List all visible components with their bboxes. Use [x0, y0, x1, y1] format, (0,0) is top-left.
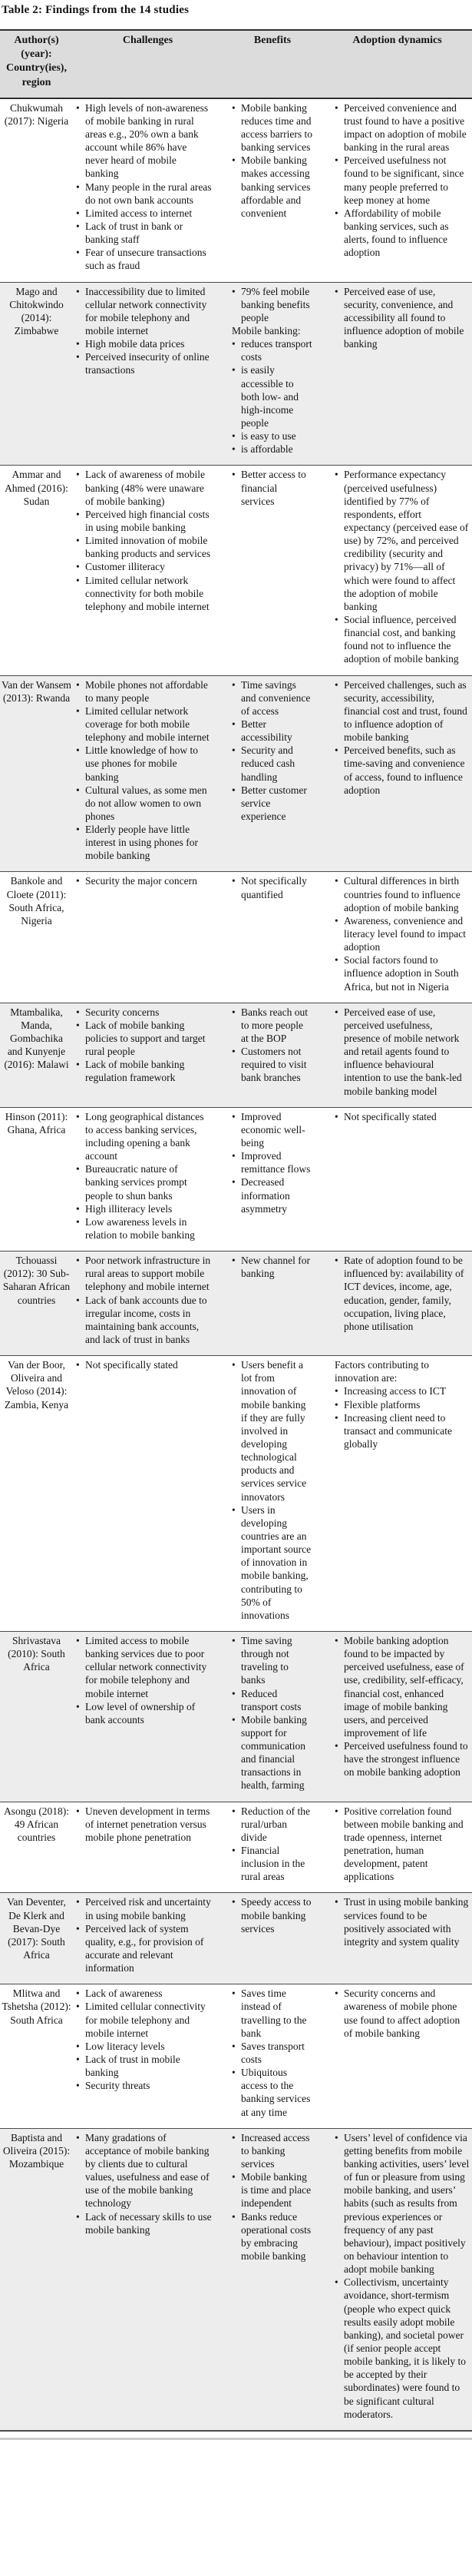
bullet-icon: • [232, 1713, 236, 1726]
bullet-item: • Limited innovation of mobile banking products and services [76, 535, 211, 560]
bullet-item: • Security concerns [76, 1006, 160, 1018]
table-row [0, 466, 472, 675]
plain-item: Mobile banking: [232, 325, 301, 337]
bullet-icon: • [76, 1163, 80, 1175]
bullet-icon: • [232, 1845, 236, 1857]
bullet-icon: • [232, 338, 236, 350]
adoption-cell [322, 1252, 472, 1356]
bullet-icon: • [76, 784, 80, 796]
bullet-icon: • [232, 1687, 236, 1699]
bullet-icon: • [232, 1176, 236, 1189]
author-cell [0, 98, 73, 282]
bullet-item: • Reduction of the rural/urban divide [232, 1805, 310, 1843]
author-cell [0, 1984, 73, 2128]
benefits-cell [223, 1984, 322, 2128]
bullet-icon: • [232, 1006, 236, 1018]
bullet-item: • Customer illiteracy [76, 561, 165, 573]
author-text: Ammar and Ahmed (2016): Sudan [5, 469, 68, 507]
bullet-item: • Banks reduce operational costs by embracing mobile banking [232, 2210, 312, 2262]
bullet-icon: • [335, 1255, 338, 1267]
bullet-item: • Bureaucratic nature of banking services prompt people to shun banks [76, 1163, 187, 1202]
bullet-item: • Flexible platforms [335, 1398, 421, 1411]
bullet-item: • Perceived ease of use, security, convenience, and accessibility all found to influence adoption of mobile banking [335, 285, 464, 350]
bullet-icon: • [335, 1411, 338, 1424]
bullet-item: • Perceived usefulness not found to be significant, since many people preferred to keep money at home [335, 154, 464, 206]
author-text: Bankole and Cloete (2011): South Africa, Nigeria [6, 875, 67, 927]
adoption-cell [322, 2128, 472, 2431]
benefits-cell [223, 1631, 322, 1802]
bullet-item: • Better accessibility [232, 718, 292, 744]
plain-item: Factors contributing to innovation are: [335, 1359, 429, 1384]
adoption-cell [322, 1893, 472, 1984]
bullet-icon: • [76, 2210, 80, 2223]
benefits-cell [223, 282, 322, 466]
bullet-icon: • [76, 1019, 80, 1031]
bullet-icon: • [335, 1006, 338, 1018]
bullet-icon: • [76, 2054, 80, 2066]
bullet-item: • Better customer service experience [232, 784, 307, 822]
bullet-item: • Lack of trust in mobile banking [76, 2054, 180, 2079]
bullet-icon: • [232, 1896, 236, 1908]
bullet-item: • Not specifically stated [76, 1359, 178, 1371]
author-cell [0, 1107, 73, 1251]
challenges-cell [73, 466, 223, 675]
bullet-icon: • [76, 1059, 80, 1071]
column-header-challenges: Challenges [73, 30, 223, 98]
bullet-icon: • [76, 875, 80, 887]
bullet-icon: • [232, 1988, 236, 2000]
column-header-author: Author(s) (year): Country(ies), region [0, 30, 73, 98]
table-row [0, 98, 472, 282]
bullet-icon: • [232, 469, 236, 481]
bullet-item: • is easy to use [232, 430, 296, 443]
bullet-icon: • [232, 678, 236, 691]
bullet-icon: • [76, 1634, 80, 1646]
challenges-cell [73, 1802, 223, 1893]
author-cell [0, 1802, 73, 1893]
bullet-icon: • [335, 469, 338, 481]
adoption-cell [322, 1631, 472, 1802]
bullet-item: • Perceived benefits, such as time-saving and convenience of access, found to influence adoption [335, 744, 465, 796]
bullet-item: • High levels of non-awareness of mobile banking in rural areas e.g., 20% own a bank account while 86% have never heard of mobile banking [76, 101, 209, 180]
bullet-item: • Uneven development in terms of internet penetration versus mobile phone penetration [76, 1805, 210, 1843]
benefits-cell [223, 675, 322, 872]
bullet-item: • Mobile banking makes accessing banking services affordable and convenient [232, 154, 311, 219]
bullet-icon: • [232, 2210, 236, 2223]
challenges-cell [73, 98, 223, 282]
bullet-item: • Limited cellular network connectivity for both mobile telephony and mobile internet [76, 574, 210, 612]
bullet-icon: • [76, 181, 80, 193]
challenges-cell [73, 2128, 223, 2431]
bullet-icon: • [335, 613, 338, 625]
bullet-item: • New channel for banking [232, 1255, 310, 1280]
bullet-item: • Cultural differences in birth countries found to influence adoption of mobile banking [335, 875, 460, 913]
author-text: Shrivastava (2010): South Africa [8, 1634, 65, 1673]
bullet-icon: • [232, 2067, 236, 2079]
bullet-icon: • [76, 2131, 80, 2143]
table-row [0, 1252, 472, 1356]
benefits-cell [223, 98, 322, 282]
bullet-icon: • [76, 1700, 80, 1712]
bullet-item: • Perceived ease of use, perceived usefulness, presence of mobile network and retail agents found to influence behavioural intention to use the bank-led mobile banking model [335, 1006, 462, 1097]
bullet-item: • Mobile banking reduces time and access barriers to banking services [232, 101, 312, 154]
author-text: Chukwumah (2017): Nigeria [4, 101, 69, 127]
bullet-icon: • [76, 1359, 80, 1371]
bullet-icon: • [76, 1006, 80, 1018]
bullet-item: • Security concerns and awareness of mobile phone use found to affect adoption of mobile banking [335, 1988, 460, 2039]
bullet-item: • Long geographical distances to access banking services, including opening a bank account [76, 1110, 204, 1162]
table-row [0, 1356, 472, 1632]
adoption-cell [322, 1356, 472, 1632]
bullet-icon: • [76, 1805, 80, 1817]
bullet-item: • Improved remittance flows [232, 1150, 311, 1175]
bullet-icon: • [335, 1634, 338, 1646]
bullet-item: • 79% feel mobile banking benefits people [232, 285, 310, 323]
adoption-cell [322, 675, 472, 872]
author-cell [0, 1631, 73, 1802]
adoption-cell [322, 282, 472, 466]
column-header-adoption: Adoption dynamics [322, 30, 472, 98]
bullet-item: • Speedy access to mobile banking services [232, 1896, 312, 1934]
bullet-icon: • [335, 914, 338, 927]
bullet-icon: • [335, 1988, 338, 2000]
bullet-icon: • [232, 154, 236, 167]
bullet-icon: • [76, 705, 80, 717]
bullet-item: • is affordable [232, 443, 293, 456]
bullet-icon: • [76, 285, 80, 297]
bullet-item: • Time saving through not traveling to banks [232, 1634, 292, 1686]
bullet-icon: • [335, 1896, 338, 1908]
bullet-icon: • [76, 2080, 80, 2092]
author-text: Baptista and Oliveira (2015): Mozambique [2, 2131, 71, 2170]
bullet-item: • Decreased information asymmetry [232, 1176, 290, 1215]
bullet-icon: • [335, 1385, 338, 1397]
bullet-icon: • [76, 824, 80, 836]
table-row [0, 282, 472, 466]
author-cell [0, 466, 73, 675]
bullet-item: • Banks reach out to more people at the BOP [232, 1006, 308, 1045]
table-row [0, 872, 472, 1003]
table-title: Table 2: Findings from the 14 studies [2, 4, 190, 16]
bullet-item: • Better access to financial services [232, 469, 306, 507]
bullet-icon: • [335, 1398, 338, 1411]
bullet-item: • Lack of awareness [76, 1988, 163, 2000]
bullet-item: • Low awareness levels in relation to mobile banking [76, 1215, 195, 1241]
author-cell [0, 872, 73, 1003]
bullet-item: • Users benefit a lot from innovation of mobile banking if they are fully involved in developing technological products and services service innovators [232, 1359, 307, 1503]
bullet-item: • High mobile data prices [76, 338, 185, 350]
bullet-item: • Inaccessibility due to limited cellular network connectivity for mobile telephony and mobile internet [76, 285, 207, 337]
bullet-item: • Limited cellular connectivity for mobile telephony and mobile internet [76, 2001, 206, 2039]
bullet-icon: • [232, 364, 236, 376]
author-cell [0, 2128, 73, 2431]
bullet-icon: • [76, 561, 80, 573]
author-text: Tchouassi (2012): 30 Sub-Saharan African countries [2, 1255, 71, 1306]
bullet-item: • Not specifically quantified [232, 875, 307, 900]
bullet-item: • Limited access to mobile banking services due to poor cellular network connectivity for mobile telephony and mobile internet [76, 1634, 207, 1699]
bullet-item: • Increasing client need to transact and communicate globally [335, 1411, 452, 1450]
author-text: Van der Boor, Oliveira and Veloso (2014): Zambia, Kenya [4, 1359, 69, 1411]
challenges-cell [73, 1356, 223, 1632]
bullet-icon: • [76, 508, 80, 520]
bullet-item: • Perceived insecurity of online transactions [76, 351, 210, 376]
bullet-item: • Reduced transport costs [232, 1687, 302, 1712]
bullet-icon: • [232, 1805, 236, 1817]
bullet-item: • Users’ level of confidence via getting benefits from mobile banking activities, users’ level of fun or pleasure from using mobile banking, and users’ habits (such as results from previous experiences or frequency of any past behaviour), impact positively on behaviour intention to adopt mobile banking [335, 2131, 470, 2276]
bullet-item: • Financial inclusion in the rural areas [232, 1845, 305, 1883]
author-text: Mlitwa and Tshetsha (2012): South Africa [2, 1988, 71, 2026]
author-text: Asongu (2018): 49 African countries [3, 1805, 70, 1843]
benefits-cell [223, 1802, 322, 1893]
table-body [0, 98, 472, 2431]
author-text: Van der Wansem (2013): Rwanda [2, 678, 71, 704]
bullet-icon: • [232, 784, 236, 796]
bullet-icon: • [76, 1255, 80, 1267]
bullet-item: • Lack of trust in bank or banking staff [76, 220, 183, 246]
benefits-cell [223, 466, 322, 675]
bullet-item: • Perceived challenges, such as security, accessibility, financial cost and trust, found to influence adoption of mobile banking [335, 678, 467, 744]
bullet-icon: • [232, 430, 236, 443]
bullet-icon: • [232, 2131, 236, 2143]
adoption-cell [322, 1003, 472, 1107]
bullet-item: • Lack of necessary skills to use mobile banking [76, 2210, 212, 2236]
adoption-cell [322, 1802, 472, 1893]
bullet-item: • Saves time instead of travelling to the bank [232, 1988, 307, 2039]
bullet-icon: • [232, 443, 236, 456]
table-header-row [0, 30, 472, 98]
bullet-icon: • [335, 1110, 338, 1122]
bullet-icon: • [76, 1110, 80, 1122]
bullet-item: • Many gradations of acceptance of mobile banking by clients due to cultural values, usefulness and ease of use of the mobile banking technology [76, 2131, 210, 2210]
bullet-item: • Social factors found to influence adoption in South Africa, but not in Nigeria [335, 954, 459, 993]
bullet-item: • Mobile banking is time and place independent [232, 2171, 312, 2210]
bullet-item: • Limited cellular network coverage for both mobile telephony and mobile internet [76, 705, 210, 744]
challenges-cell [73, 282, 223, 466]
bullet-icon: • [76, 2040, 80, 2052]
bullet-icon: • [232, 1503, 236, 1516]
bullet-item: • Low literacy levels [76, 2040, 165, 2052]
bullet-item: • Security the major concern [76, 875, 197, 887]
bullet-item: • Poor network infrastructure in rural areas to support mobile telephony and mobile internet [76, 1255, 211, 1293]
bullet-item: • Customers not required to visit bank branches [232, 1046, 307, 1084]
bullet-icon: • [232, 101, 236, 114]
bullet-icon: • [335, 2131, 338, 2143]
adoption-cell [322, 466, 472, 675]
bullet-icon: • [76, 678, 80, 691]
bullet-icon: • [76, 469, 80, 481]
bullet-item: • Performance expectancy (perceived usefulness) identified by 77% of respondents, effort expectancy (perceived ease of use) by 72%, and perceived credibility (security and privacy) by 71%—all of which were found to affect the adoption of mobile banking [335, 469, 469, 612]
bullet-item: • Lack of mobile banking regulation framework [76, 1059, 185, 1084]
bullet-icon: • [335, 744, 338, 757]
bullet-icon: • [76, 1922, 80, 1934]
bullet-item: • High illiteracy levels [76, 1202, 173, 1215]
bullet-item: • Elderly people have little interest in using phones for mobile banking [76, 824, 198, 862]
challenges-cell [73, 675, 223, 872]
benefits-cell [223, 1252, 322, 1356]
bullet-icon: • [76, 247, 80, 259]
bullet-icon: • [232, 718, 236, 730]
bullet-item: • Affordability of mobile banking services, such as alerts, found to influence adoption [335, 207, 449, 259]
bullet-item: • Trust in using mobile banking services found to be positively associated with integrity and system quality [335, 1896, 469, 1948]
bullet-icon: • [76, 207, 80, 219]
bullet-item: • Lack of mobile banking policies to support and target rural people [76, 1019, 206, 1058]
author-text: Mago and Chitokwindo (2014): Zimbabwe [9, 285, 64, 337]
bullet-icon: • [76, 744, 80, 757]
bullet-item: • Rate of adoption found to be influenced by: availability of ICT devices, income, age, education, gender, family, occupation, living place, phone utilisation [335, 1255, 464, 1332]
challenges-cell [73, 1107, 223, 1251]
author-cell [0, 1003, 73, 1107]
author-cell [0, 675, 73, 872]
bullet-item: • Perceived convenience and trust found to have a positive impact on adoption of mobile banking in the rural areas [335, 101, 467, 154]
table-row [0, 2128, 472, 2431]
bullet-item: • Increased access to banking services [232, 2131, 310, 2170]
author-cell [0, 1356, 73, 1632]
author-text: Van Deventer, De Klerk and Bevan-Dye (2017): South Africa [7, 1896, 66, 1961]
bullet-item: • Ubiquitous access to the banking services at any time [232, 2067, 311, 2118]
benefits-cell [223, 1003, 322, 1107]
bullet-item: • Collectivism, uncertainty avoidance, short-termism (people who expect quick results easily adopt mobile banking), and societal power (if senior people accept mobile banking, it is likely to be accepted by their subordinates) were found to be significant cultural moderators. [335, 2276, 466, 2420]
bullet-icon: • [76, 1988, 80, 2000]
bullet-item: • Lack of bank accounts due to irregular income, costs in maintaining bank accounts, and lack of trust in banks [76, 1294, 207, 1345]
bullet-icon: • [335, 678, 338, 691]
bullet-icon: • [232, 1150, 236, 1162]
bullet-icon: • [232, 1359, 236, 1371]
benefits-cell [223, 1356, 322, 1632]
bullet-icon: • [76, 1202, 80, 1215]
adoption-cell [322, 872, 472, 1003]
bullet-item: • Limited access to internet [76, 207, 193, 219]
bullet-item: • Many people in the rural areas do not own bank accounts [76, 181, 212, 206]
table-row [0, 1631, 472, 1802]
findings-table [0, 29, 472, 2432]
bullet-icon: • [232, 1634, 236, 1646]
bullet-item: • Users in developing countries are an important source of innovation in mobile banking, contributing to 50% of innovations [232, 1503, 312, 1621]
bullet-item: • Social influence, perceived financial cost, and banking found not to influence the adoption of mobile banking [335, 613, 459, 665]
bullet-icon: • [335, 101, 338, 114]
bullet-icon: • [335, 875, 338, 887]
bullet-icon: • [76, 1215, 80, 1228]
bullet-item: • is easily accessible to both low- and high-income people [232, 364, 299, 429]
bullet-icon: • [232, 1255, 236, 1267]
adoption-cell [322, 98, 472, 282]
bullet-icon: • [335, 154, 338, 167]
bullet-item: • Saves transport costs [232, 2040, 305, 2066]
table-row [0, 1107, 472, 1251]
bullet-icon: • [335, 954, 338, 966]
bullet-item: • Mobile phones not affordable to many people [76, 678, 208, 704]
bullet-item: • Not specifically stated [335, 1110, 437, 1122]
bullet-icon: • [335, 1805, 338, 1817]
bullet-icon: • [76, 220, 80, 233]
bullet-item: • Perceived high financial costs in using mobile banking [76, 508, 210, 533]
bullet-icon: • [335, 2276, 338, 2289]
benefits-cell [223, 2128, 322, 2431]
table-row [0, 675, 472, 872]
bullet-icon: • [232, 744, 236, 757]
author-text: Mtambalika, Manda, Gombachika and Kunyenje (2016): Malawi [4, 1006, 69, 1071]
challenges-cell [73, 1631, 223, 1802]
bullet-icon: • [76, 1896, 80, 1908]
bullet-item: • Security threats [76, 2080, 150, 2092]
bullet-icon: • [232, 2171, 236, 2183]
table-row [0, 1984, 472, 2128]
table-row [0, 1893, 472, 1984]
bullet-icon: • [232, 285, 236, 297]
challenges-cell [73, 1893, 223, 1984]
bullet-item: • Mobile banking adoption found to be impacted by perceived usefulness, ease of use, credibility, self-efficacy, financial cost, enhanced image of mobile banking users, and perceived improvement of life [335, 1634, 464, 1739]
bullet-item: • Increasing access to ICT [335, 1385, 447, 1397]
column-header-benefits: Benefits [223, 30, 322, 98]
bullet-item: • Perceived risk and uncertainty in using mobile banking [76, 1896, 211, 1921]
bullet-icon: • [232, 2040, 236, 2052]
author-text: Hinson (2011): Ghana, Africa [5, 1110, 68, 1135]
challenges-cell [73, 872, 223, 1003]
bullet-icon: • [76, 338, 80, 350]
bullet-item: • Positive correlation found between mobile banking and trade openness, internet penetration, human development, patent applications [335, 1805, 464, 1883]
bullet-item: • Security and reduced cash handling [232, 744, 295, 783]
bullet-icon: • [232, 875, 236, 887]
author-cell [0, 282, 73, 466]
bullet-icon: • [76, 351, 80, 363]
bullet-item: • Perceived usefulness found to have the strongest influence on mobile banking adoption [335, 1740, 468, 1779]
adoption-cell [322, 1984, 472, 2128]
challenges-cell [73, 1984, 223, 2128]
bullet-icon: • [76, 2001, 80, 2013]
challenges-cell [73, 1252, 223, 1356]
benefits-cell [223, 1893, 322, 1984]
table-row [0, 1003, 472, 1107]
author-cell [0, 1252, 73, 1356]
bullet-icon: • [76, 101, 80, 114]
bullet-item: • Improved economic well-being [232, 1110, 305, 1149]
bullet-item: • Low level of ownership of bank accounts [76, 1700, 196, 1726]
bullet-icon: • [335, 285, 338, 297]
benefits-cell [223, 1107, 322, 1251]
bullet-item: • Perceived lack of system quality, e.g., for provision of accurate and relevant information [76, 1922, 204, 1974]
bullet-item: • Awareness, convenience and literacy level found to impact adoption [335, 914, 466, 953]
challenges-cell [73, 1003, 223, 1107]
bottom-divider [0, 2438, 472, 2440]
bullet-icon: • [335, 1740, 338, 1752]
table-row [0, 1802, 472, 1893]
benefits-cell [223, 872, 322, 1003]
bullet-icon: • [335, 207, 338, 219]
adoption-cell [322, 1107, 472, 1251]
bullet-icon: • [76, 574, 80, 586]
bullet-icon: • [232, 1046, 236, 1058]
bullet-item: • Cultural values, as some men do not allow women to own phones [76, 784, 207, 822]
bullet-item: • Fear of unsecure transactions such as fraud [76, 247, 206, 272]
bullet-icon: • [76, 1294, 80, 1306]
bullet-item: • Lack of awareness of mobile banking (48% were unaware of mobile banking) [76, 469, 205, 507]
author-cell [0, 1893, 73, 1984]
bullet-item: • reduces transport costs [232, 338, 312, 363]
bullet-item: • Little knowledge of how to use phones for mobile banking [76, 744, 198, 783]
bullet-item: • Time savings and convenience of access [232, 678, 311, 717]
bullet-item: • Mobile banking support for communication and financial transactions in health, farming [232, 1713, 307, 1792]
bullet-icon: • [232, 1110, 236, 1122]
bullet-icon: • [76, 535, 80, 547]
